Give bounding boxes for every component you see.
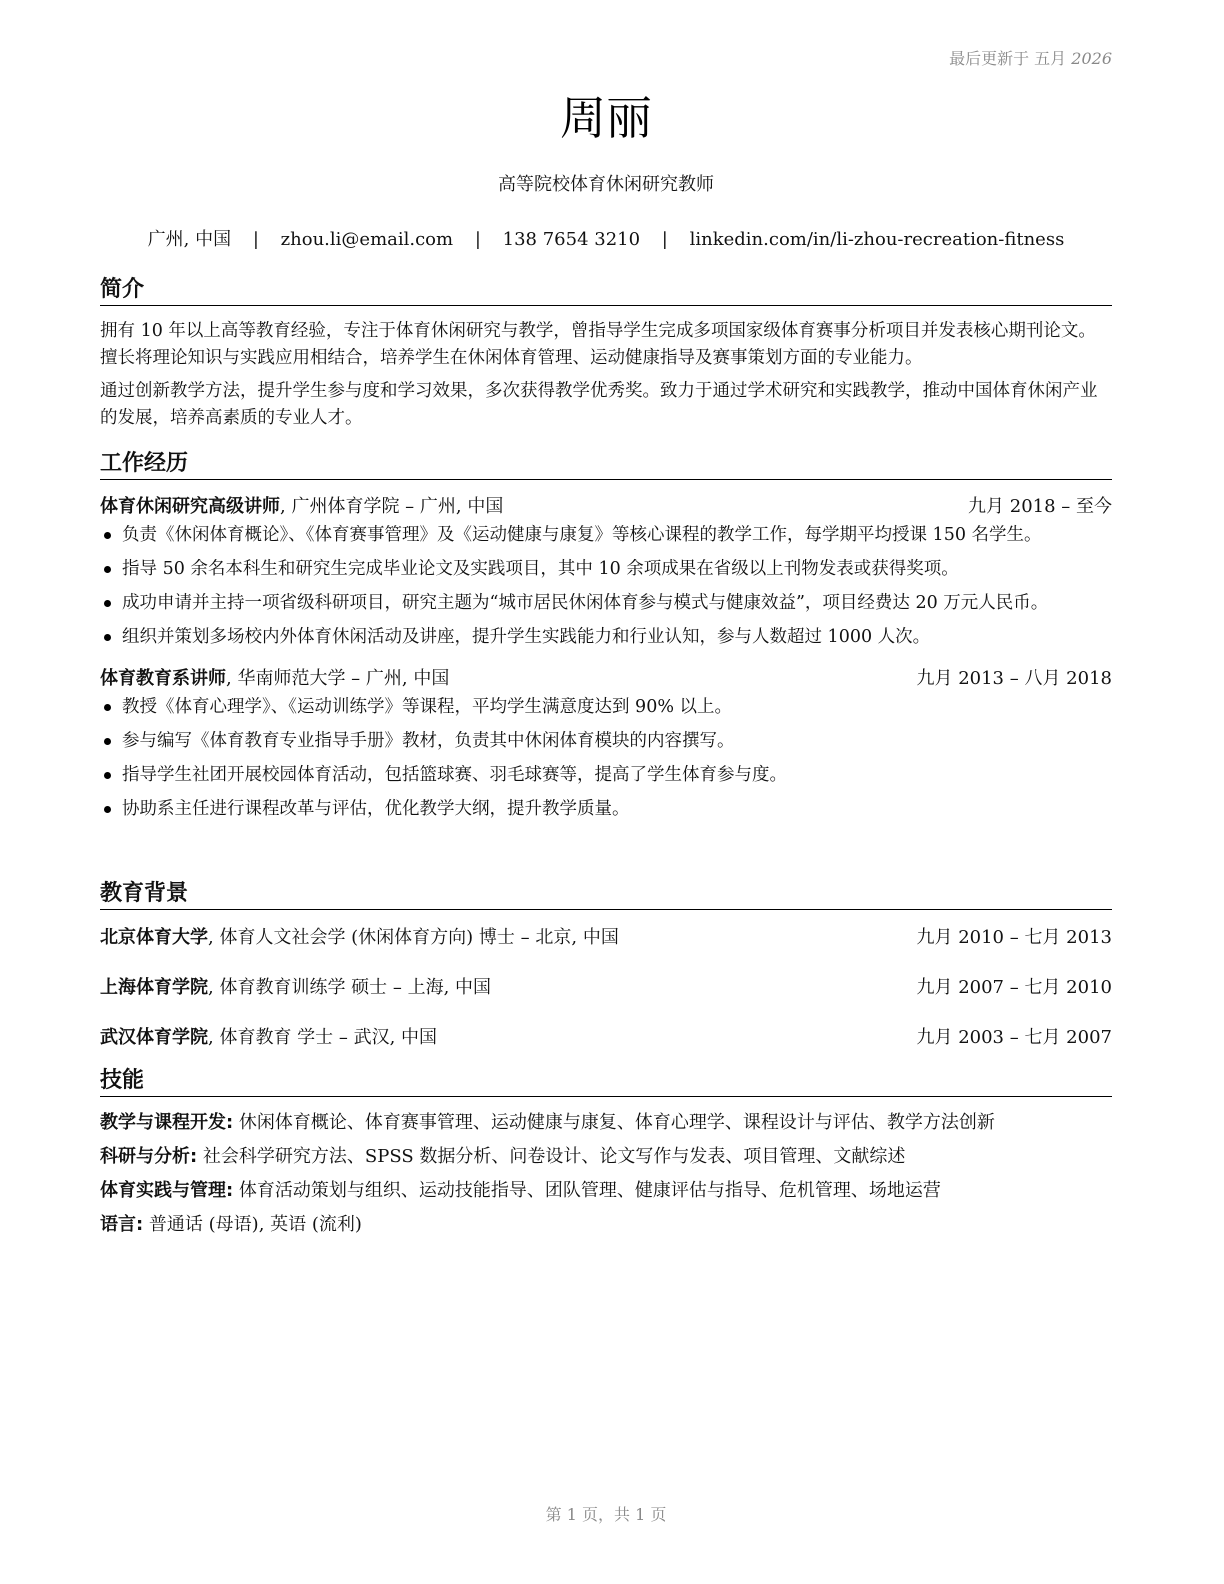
skill-items: 社会科学研究方法、SPSS 数据分析、问卷设计、论文写作与发表、项目管理、文献综述	[197, 1146, 906, 1167]
skill-row	[100, 1208, 1112, 1242]
last-updated-label: 最后更新于 五月	[949, 49, 1067, 68]
list-item: 协助系主任进行课程改革与评估，优化教学大纲，提升教学质量。	[100, 796, 1112, 822]
job-role: 体育教育系讲师	[100, 668, 226, 689]
job-company: , 华南师范大学 – 广州, 中国	[226, 668, 450, 689]
section-title-education: 教育背景	[100, 880, 1112, 910]
skills-section	[100, 1067, 1112, 1242]
last-updated-year: 2026	[1071, 49, 1112, 68]
skill-row	[100, 1106, 1112, 1140]
education-degree: , 体育人文社会学 (休闲体育方向) 博士 – 北京, 中国	[208, 927, 619, 948]
list-item: 教授《体育心理学》、《运动训练学》等课程，平均学生满意度达到 90% 以上。	[100, 694, 1112, 720]
contact-separator: |	[661, 229, 668, 250]
skill-category: 教学与课程开发:	[100, 1112, 234, 1133]
contact-phone: 138 7654 3210	[502, 229, 641, 250]
list-item: 参与编写《体育教育专业指导手册》教材，负责其中休闲体育模块的内容撰写。	[100, 728, 1112, 754]
skill-items: 体育活动策划与组织、运动技能指导、团队管理、健康评估与指导、危机管理、场地运营	[233, 1180, 941, 1201]
job-title-line	[100, 664, 449, 694]
contact-email-link[interactable]: zhou.li@email.com	[280, 229, 454, 250]
education-school: 上海体育学院	[100, 977, 208, 998]
job-title-line	[100, 492, 503, 522]
summary-paragraph: 通过创新教学方法，提升学生参与度和学习效果，多次获得教学优秀奖。致力于通过学术研究和实践教学，推动中国体育休闲产业的发展，培养高素质的专业人才。	[100, 381, 1098, 428]
section-title-skills: 技能	[100, 1067, 1112, 1097]
resume-page	[100, 0, 1112, 1584]
person-name: 周丽	[560, 91, 652, 145]
job-role: 体育休闲研究高级讲师	[100, 496, 280, 517]
skill-row	[100, 1174, 1112, 1208]
education-section	[100, 880, 1112, 1053]
job-entry	[100, 492, 1112, 650]
education-title-line	[100, 923, 619, 953]
contact-separator: |	[252, 229, 259, 250]
skill-items: 普通话 (母语), 英语 (流利)	[143, 1214, 362, 1235]
last-updated	[949, 46, 1112, 69]
list-item: 指导 50 余名本科生和研究生完成毕业论文及实践项目，其中 10 余项成果在省级以上刊物发表或获得奖项。	[100, 556, 1112, 582]
job-dates: 九月 2013 – 八月 2018	[916, 668, 1112, 689]
page-footer: 第 1 页，共 1 页	[545, 1505, 667, 1524]
job-entry	[100, 664, 1112, 822]
education-title-line	[100, 973, 491, 1003]
job-dates: 九月 2018 – 至今	[968, 496, 1112, 517]
education-dates: 九月 2007 – 七月 2010	[916, 977, 1112, 998]
education-school: 北京体育大学	[100, 927, 208, 948]
job-header	[100, 492, 1112, 522]
list-item: 组织并策划多场校内外体育休闲活动及讲座，提升学生实践能力和行业认知，参与人数超过 1000 人次。	[100, 624, 1112, 650]
education-entry	[100, 973, 1112, 1003]
skills-list	[100, 1106, 1112, 1242]
section-title-experience: 工作经历	[100, 450, 1112, 480]
skill-category: 科研与分析:	[100, 1146, 198, 1167]
education-dates: 九月 2003 – 七月 2007	[916, 1027, 1112, 1048]
job-bullets	[100, 694, 1112, 822]
skill-row	[100, 1140, 1112, 1174]
skill-category: 体育实践与管理:	[100, 1180, 234, 1201]
list-item: 成功申请并主持一项省级科研项目，研究主题为“城市居民休闲体育参与模式与健康效益”，项目经费达 20 万元人民币。	[100, 590, 1112, 616]
skill-category: 语言:	[100, 1214, 144, 1235]
education-entry	[100, 923, 1112, 953]
contact-location: 广州, 中国	[147, 229, 232, 250]
job-header	[100, 664, 1112, 694]
experience-section	[100, 450, 1112, 830]
list-item: 负责《休闲体育概论》、《体育赛事管理》及《运动健康与康复》等核心课程的教学工作，每学期平均授课 150 名学生。	[100, 522, 1112, 548]
contact-separator: |	[474, 229, 481, 250]
section-title-summary: 简介	[100, 276, 1112, 306]
job-bullets	[100, 522, 1112, 650]
job-company: , 广州体育学院 – 广州, 中国	[280, 496, 504, 517]
education-school: 武汉体育学院	[100, 1027, 208, 1048]
contact-line	[100, 225, 1112, 251]
contact-linkedin-link[interactable]: linkedin.com/in/li-zhou-recreation-fitness	[689, 229, 1065, 250]
summary-section	[100, 276, 1112, 432]
education-degree: , 体育教育训练学 硕士 – 上海, 中国	[208, 977, 492, 998]
education-dates: 九月 2010 – 七月 2013	[916, 927, 1112, 948]
skill-items: 休闲体育概论、体育赛事管理、运动健康与康复、体育心理学、课程设计与评估、教学方法创新	[233, 1112, 995, 1133]
education-title-line	[100, 1023, 437, 1053]
education-entry	[100, 1023, 1112, 1053]
education-degree: , 体育教育 学士 – 武汉, 中国	[208, 1027, 438, 1048]
headline: 高等院校体育休闲研究教师	[498, 174, 714, 195]
list-item: 指导学生社团开展校园体育活动，包括篮球赛、羽毛球赛等，提高了学生体育参与度。	[100, 762, 1112, 788]
summary-paragraph: 拥有 10 年以上高等教育经验，专注于体育休闲研究与教学，曾指导学生完成多项国家级体育赛事分析项目并发表核心期刊论文。擅长将理论知识与实践应用相结合，培养学生在休闲体育管理、运动健康指导及赛事策划方面的专业能力。	[100, 321, 1096, 368]
